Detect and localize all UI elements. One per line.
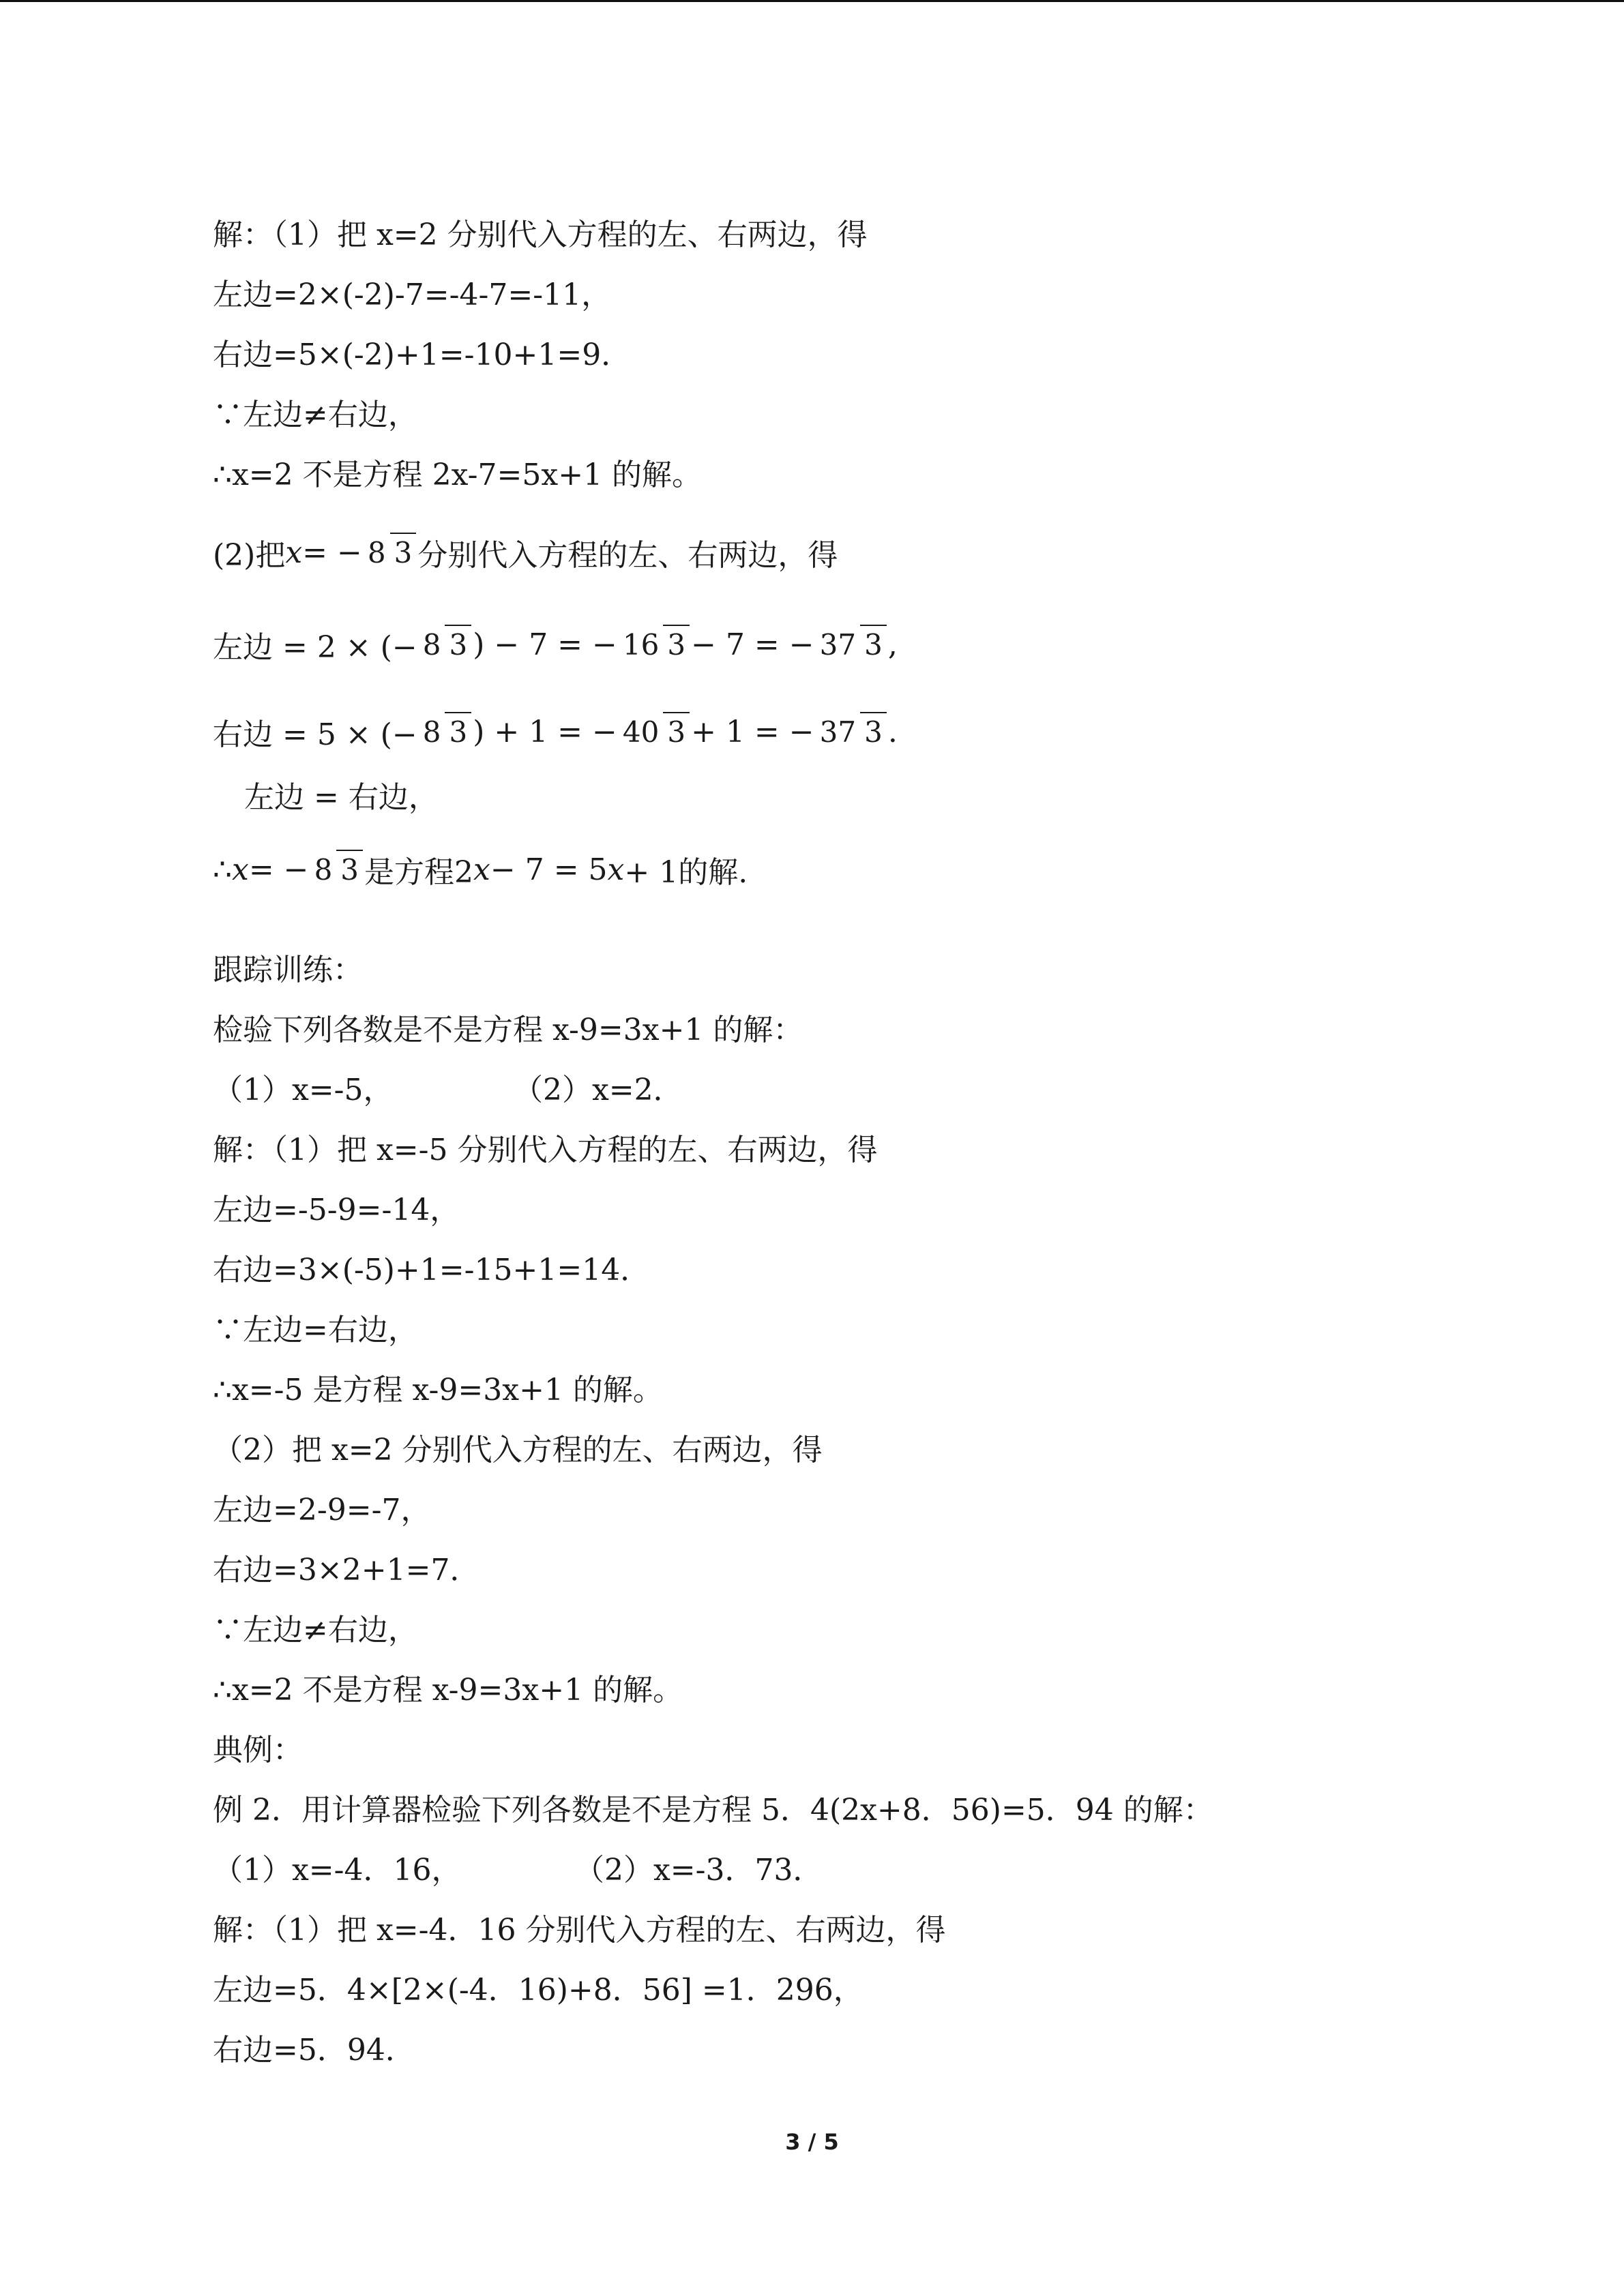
solution-line: ∴x=2 不是方程 x-9=3x+1 的解。 <box>213 1673 683 1708</box>
solution-line: 左边=-5-9=-14， <box>213 1193 460 1227</box>
solution-line: （2）把 x=2 分别代入方程的左、右两边，得 <box>213 1433 823 1467</box>
page-number: 3 / 5 <box>785 2129 839 2155</box>
solution-line: ∵左边=右边， <box>213 1313 418 1347</box>
option-1: （1）x=-5， <box>213 1073 394 1107</box>
top-border <box>0 0 1624 2</box>
option-2: （2）x=-3．73． <box>574 1853 823 1888</box>
solution-line: 左边=2-9=-7， <box>213 1493 431 1527</box>
fraction: 40 3 <box>619 712 690 751</box>
math-line-right-side: 右边 = 5 × (− 8 3 ) + 1 = − 40 3 + 1 = − 37 3 . <box>213 687 898 776</box>
math-line-equal: 左边 = 右边， <box>244 780 439 815</box>
math-line-substitute: (2)把 x = − 8 3 分别代入方程的左、右两边，得 <box>213 508 838 597</box>
fraction: 37 3 <box>816 625 887 664</box>
problem-statement: 检验下列各数是不是方程 x-9=3x+1 的解： <box>213 1013 803 1047</box>
fraction: 8 3 <box>419 712 471 751</box>
solution-line: 左边=2×(-2)-7=-4-7=-11， <box>213 278 612 312</box>
solution-line: ∴x=-5 是方程 x-9=3x+1 的解。 <box>213 1373 663 1407</box>
solution-line: 解：（1）把 x=2 分别代入方程的左、右两边，得 <box>213 218 868 252</box>
solution-line: ∴x=2 不是方程 2x-7=5x+1 的解。 <box>213 458 703 492</box>
solution-line: 右边=5×(-2)+1=-10+1=9． <box>213 338 632 372</box>
solution-line: 解：（1）把 x=-5 分别代入方程的左、右两边，得 <box>213 1133 878 1167</box>
fraction: 8 3 <box>310 850 363 889</box>
fraction: 8 3 <box>364 533 416 572</box>
section-heading: 跟踪训练： <box>213 953 363 987</box>
solution-line: 解：（1）把 x=-4．16 分别代入方程的左、右两边，得 <box>213 1913 946 1948</box>
option-1: （1）x=-4．16， <box>213 1853 462 1888</box>
solution-line: 右边=5．94． <box>213 2033 415 2068</box>
solution-line: 左边=5．4×[2×(-4．16)+8．56] =1．296， <box>213 1973 863 2008</box>
problem-statement: 例 2．用计算器检验下列各数是不是方程 5．4(2x+8．56)=5．94 的解： <box>213 1793 1213 1828</box>
solution-line: ∵左边≠右边， <box>213 398 418 432</box>
option-2: （2）x=2． <box>513 1073 683 1107</box>
section-heading: 典例： <box>213 1733 303 1768</box>
fraction: 16 3 <box>619 625 690 664</box>
math-line-conclusion: ∴ x = − 8 3 是方程2 x − 7 = 5 x + 1的解. <box>213 825 748 914</box>
fraction: 37 3 <box>816 712 887 751</box>
solution-line: 右边=3×(-5)+1=-15+1=14． <box>213 1253 651 1287</box>
solution-line: 右边=3×2+1=7． <box>213 1553 480 1587</box>
fraction: 8 3 <box>419 625 471 664</box>
solution-line: ∵左边≠右边， <box>213 1613 418 1648</box>
math-line-left-side: 左边 = 2 × (− 8 3 ) − 7 = − 16 3 − 7 = − 37 3 , <box>213 600 898 689</box>
